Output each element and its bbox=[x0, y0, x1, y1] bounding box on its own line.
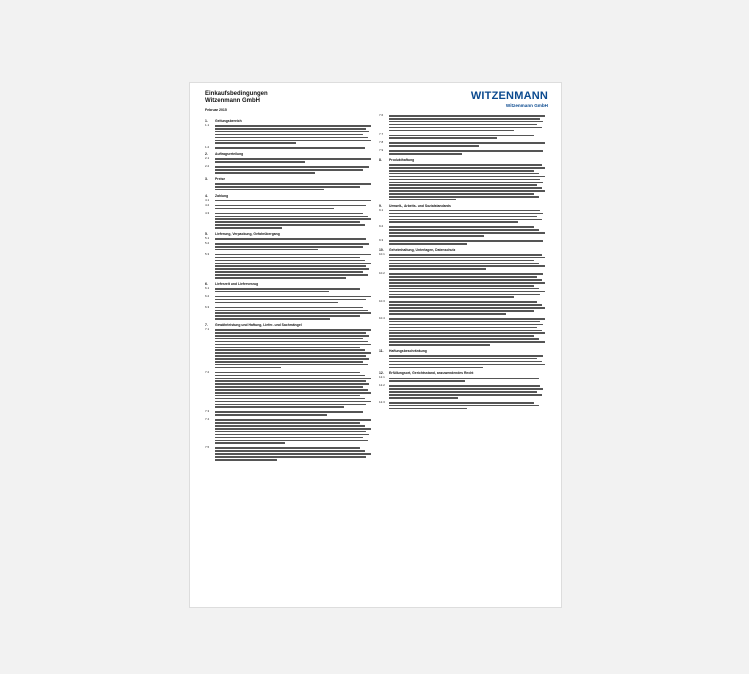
text-line bbox=[215, 414, 327, 416]
clause-number: 7.1 bbox=[205, 327, 210, 332]
section-number: 12. bbox=[379, 371, 384, 376]
text-line bbox=[215, 224, 365, 226]
text-line bbox=[389, 332, 545, 334]
logo-subtitle: Witzenmann GmbH bbox=[505, 103, 548, 108]
text-line bbox=[389, 294, 540, 296]
text-line bbox=[389, 190, 545, 192]
text-line bbox=[389, 193, 534, 195]
text-line bbox=[389, 338, 539, 340]
section-title: Produkthaftung bbox=[389, 158, 415, 163]
clause-paragraph bbox=[379, 239, 545, 246]
clause-paragraph bbox=[205, 124, 371, 145]
text-line bbox=[215, 434, 369, 436]
clause-number: 12.2 bbox=[379, 383, 385, 388]
text-line bbox=[215, 389, 368, 391]
text-line bbox=[389, 276, 537, 278]
text-line bbox=[215, 355, 366, 357]
text-line bbox=[215, 442, 285, 444]
text-line bbox=[389, 355, 543, 357]
text-line bbox=[215, 341, 368, 343]
text-line bbox=[389, 397, 458, 399]
clause-number: 10.1 bbox=[379, 251, 385, 256]
text-line bbox=[389, 385, 540, 387]
text-line bbox=[389, 279, 542, 281]
text-line bbox=[389, 402, 534, 404]
clause-number bbox=[205, 182, 215, 192]
text-line bbox=[215, 459, 277, 461]
text-line bbox=[215, 260, 365, 262]
text-line bbox=[389, 150, 543, 152]
clause-paragraph bbox=[379, 317, 545, 347]
text-line bbox=[389, 318, 545, 320]
text-line bbox=[389, 226, 534, 228]
text-line bbox=[215, 208, 334, 210]
text-line bbox=[215, 265, 366, 267]
text-line bbox=[215, 456, 366, 458]
text-line bbox=[389, 268, 486, 270]
document-title: Einkaufsbedingungen bbox=[205, 91, 268, 97]
text-line bbox=[215, 372, 360, 374]
document-date: Februar 2015 bbox=[205, 108, 227, 112]
clause-paragraph bbox=[205, 410, 371, 417]
clause-paragraph bbox=[379, 114, 545, 132]
text-line bbox=[389, 164, 542, 166]
text-line bbox=[215, 257, 360, 259]
text-line bbox=[389, 260, 534, 262]
section-number: 10. bbox=[379, 247, 384, 252]
text-line bbox=[215, 128, 366, 130]
clause-paragraph bbox=[205, 157, 371, 164]
text-line bbox=[215, 425, 365, 427]
text-line bbox=[389, 235, 484, 237]
text-line bbox=[215, 431, 366, 433]
clause-number: 4.2 bbox=[205, 202, 210, 207]
section-title: Preise bbox=[215, 176, 226, 181]
text-line bbox=[389, 301, 537, 303]
text-line bbox=[389, 229, 539, 231]
clause-paragraph bbox=[205, 199, 371, 203]
clause-paragraph bbox=[379, 163, 545, 202]
text-column-right bbox=[379, 113, 545, 411]
clause-paragraph bbox=[205, 253, 371, 280]
text-line bbox=[215, 383, 369, 385]
text-line bbox=[389, 243, 467, 245]
clause-number: 12.1 bbox=[379, 375, 385, 380]
text-line bbox=[215, 361, 363, 363]
clause-paragraph bbox=[379, 149, 545, 156]
section-number: 8. bbox=[379, 158, 382, 163]
text-line bbox=[215, 419, 371, 421]
text-line bbox=[215, 392, 371, 394]
text-line bbox=[389, 216, 537, 218]
text-line bbox=[215, 137, 368, 139]
text-line bbox=[389, 221, 518, 223]
company-logo bbox=[471, 91, 548, 108]
text-line bbox=[389, 313, 506, 315]
text-line bbox=[389, 330, 542, 332]
text-line bbox=[215, 243, 369, 245]
text-line bbox=[215, 404, 366, 406]
text-line bbox=[389, 124, 537, 126]
text-line bbox=[389, 307, 545, 309]
clause-paragraph bbox=[379, 141, 545, 148]
text-line bbox=[215, 238, 366, 240]
section-title: Lieferung, Verpackung, Gefahrübergang bbox=[215, 232, 280, 237]
text-line bbox=[389, 240, 543, 242]
text-line bbox=[215, 411, 363, 413]
text-line bbox=[389, 361, 542, 363]
text-line bbox=[215, 358, 369, 360]
text-line bbox=[215, 440, 368, 442]
text-line bbox=[215, 288, 360, 290]
section-number: 11. bbox=[379, 348, 384, 353]
text-line bbox=[389, 291, 545, 293]
text-line bbox=[389, 254, 542, 256]
text-line bbox=[389, 167, 545, 169]
text-line bbox=[215, 216, 368, 218]
text-line bbox=[389, 130, 514, 132]
text-line bbox=[389, 176, 545, 178]
text-line bbox=[215, 147, 365, 149]
section-number: 7. bbox=[205, 323, 208, 328]
text-line bbox=[389, 408, 467, 410]
clause-number: 7.8 bbox=[379, 140, 384, 145]
text-line bbox=[389, 263, 539, 265]
clause-paragraph bbox=[379, 272, 545, 299]
text-line bbox=[389, 364, 545, 366]
text-line bbox=[215, 172, 315, 174]
text-line bbox=[389, 285, 534, 287]
text-line bbox=[215, 166, 369, 168]
text-line bbox=[389, 179, 540, 181]
clause-number: 7.6 bbox=[379, 113, 384, 117]
text-line bbox=[389, 304, 542, 306]
text-line bbox=[215, 349, 365, 351]
clause-paragraph bbox=[379, 225, 545, 238]
text-line bbox=[389, 145, 479, 147]
text-line bbox=[389, 170, 534, 172]
text-line bbox=[215, 453, 371, 455]
text-line bbox=[389, 378, 539, 380]
text-line bbox=[389, 405, 539, 407]
section-number: 3. bbox=[205, 176, 208, 181]
text-line bbox=[215, 140, 371, 142]
clause-number: 4.1 bbox=[205, 197, 210, 202]
text-line bbox=[215, 398, 365, 400]
clause-number: 7.2 bbox=[205, 369, 210, 374]
text-line bbox=[389, 142, 545, 144]
section-number: 4. bbox=[205, 193, 208, 198]
text-line bbox=[215, 406, 344, 408]
section-title: Lieferzeit und Lieferverzug bbox=[215, 281, 259, 286]
text-line bbox=[215, 200, 371, 202]
section-heading bbox=[379, 349, 545, 353]
text-line bbox=[389, 341, 545, 343]
section-heading bbox=[205, 282, 371, 286]
logo-wordmark: WITZENMANN bbox=[470, 90, 548, 102]
text-line bbox=[389, 358, 537, 360]
text-line bbox=[215, 134, 363, 136]
text-line bbox=[215, 428, 371, 430]
text-line bbox=[215, 401, 371, 403]
text-line bbox=[389, 115, 545, 117]
clause-number: 6.2 bbox=[205, 293, 210, 298]
text-line bbox=[215, 422, 360, 424]
section-heading bbox=[205, 177, 371, 181]
text-line bbox=[215, 221, 360, 223]
text-line bbox=[215, 299, 366, 301]
text-line bbox=[215, 310, 368, 312]
section-title: Auftragserteilung bbox=[215, 152, 244, 157]
text-line bbox=[389, 118, 540, 120]
text-line bbox=[389, 184, 537, 186]
text-line bbox=[215, 375, 365, 377]
clause-number: 2.1 bbox=[205, 156, 210, 161]
text-line bbox=[215, 246, 363, 248]
text-line bbox=[215, 347, 360, 349]
clause-paragraph bbox=[205, 328, 371, 370]
text-line bbox=[389, 257, 545, 259]
clause-paragraph bbox=[205, 306, 371, 322]
text-line bbox=[215, 332, 366, 334]
text-line bbox=[215, 380, 366, 382]
clause-paragraph bbox=[205, 212, 371, 230]
text-line bbox=[215, 205, 366, 207]
section-title: Haftungsbeschränkung bbox=[389, 348, 427, 353]
clause-paragraph bbox=[379, 354, 545, 370]
text-line bbox=[215, 447, 360, 449]
text-line bbox=[389, 324, 543, 326]
text-line bbox=[215, 367, 281, 369]
section-title: Gewährleistung und Haftung, Liefer- und Sachmängel bbox=[215, 323, 302, 328]
clause-paragraph bbox=[205, 242, 371, 252]
clause-paragraph bbox=[205, 446, 371, 462]
text-line bbox=[389, 196, 539, 198]
text-line bbox=[389, 321, 540, 323]
clause-paragraph bbox=[205, 204, 371, 211]
clause-number: 10.3 bbox=[379, 299, 385, 304]
clause-number: 7.4 bbox=[205, 417, 210, 422]
text-line bbox=[215, 437, 363, 439]
text-line bbox=[215, 302, 338, 304]
text-line bbox=[389, 121, 543, 123]
text-line bbox=[215, 268, 369, 270]
text-line bbox=[215, 161, 305, 163]
text-line bbox=[389, 282, 545, 284]
clause-number: 5.3 bbox=[205, 251, 210, 256]
clause-number: 9.2 bbox=[379, 224, 384, 229]
clause-paragraph bbox=[379, 376, 545, 383]
text-line bbox=[215, 386, 363, 388]
section-heading bbox=[379, 204, 545, 208]
clause-paragraph bbox=[379, 384, 545, 400]
text-line bbox=[215, 227, 282, 229]
text-line bbox=[389, 137, 497, 139]
text-line bbox=[389, 388, 543, 390]
clause-paragraph bbox=[205, 371, 371, 410]
text-line bbox=[215, 186, 360, 188]
text-line bbox=[215, 338, 363, 340]
section-number: 9. bbox=[379, 203, 382, 208]
text-line bbox=[389, 273, 543, 275]
text-line bbox=[389, 187, 542, 189]
clause-number: 1.1 bbox=[205, 123, 210, 127]
text-line bbox=[389, 127, 542, 129]
text-line bbox=[215, 263, 371, 265]
text-line bbox=[389, 213, 543, 215]
text-line bbox=[215, 218, 371, 220]
section-heading bbox=[379, 371, 545, 375]
text-line bbox=[389, 153, 462, 155]
section-heading bbox=[205, 323, 371, 327]
text-line bbox=[215, 189, 324, 191]
clause-number: 7.9 bbox=[379, 148, 384, 153]
text-line bbox=[215, 125, 371, 127]
text-line bbox=[215, 395, 360, 397]
clause-number bbox=[379, 354, 389, 370]
clause-number: 12.3 bbox=[379, 399, 385, 404]
section-title: Geltungsbereich bbox=[215, 119, 242, 123]
text-line bbox=[389, 173, 539, 175]
text-line bbox=[215, 307, 363, 309]
section-title: Zahlung bbox=[215, 193, 229, 198]
clause-paragraph bbox=[205, 182, 371, 192]
clause-paragraph bbox=[205, 418, 371, 445]
text-line bbox=[389, 310, 534, 312]
clause-number: 4.3 bbox=[205, 210, 210, 215]
text-line bbox=[215, 249, 318, 251]
text-line bbox=[389, 210, 540, 212]
document-page bbox=[190, 83, 561, 607]
text-line bbox=[389, 327, 537, 329]
section-heading bbox=[205, 232, 371, 236]
text-line bbox=[215, 352, 371, 354]
text-line bbox=[215, 315, 360, 317]
clause-paragraph bbox=[379, 209, 545, 225]
text-line bbox=[215, 274, 368, 276]
text-line bbox=[389, 344, 490, 346]
text-line bbox=[389, 380, 465, 382]
section-heading bbox=[205, 119, 371, 123]
section-number: 2. bbox=[205, 152, 208, 157]
text-line bbox=[215, 213, 363, 215]
text-line bbox=[215, 335, 369, 337]
text-line bbox=[389, 219, 542, 221]
text-line bbox=[389, 394, 542, 396]
section-number: 5. bbox=[205, 232, 208, 237]
section-heading bbox=[205, 152, 371, 156]
section-heading bbox=[379, 248, 545, 252]
text-line bbox=[215, 291, 329, 293]
section-heading bbox=[379, 158, 545, 162]
clause-number: 6.3 bbox=[205, 304, 210, 309]
section-title: Erfüllungsort, Gerichtsstand, anzuwendendes Recht bbox=[389, 371, 474, 376]
text-line bbox=[389, 288, 539, 290]
clause-paragraph bbox=[205, 165, 371, 175]
clause-paragraph bbox=[379, 401, 545, 411]
clause-paragraph bbox=[379, 300, 545, 316]
text-line bbox=[215, 183, 371, 185]
text-line bbox=[389, 232, 545, 234]
clause-number: 2.2 bbox=[205, 164, 210, 169]
clause-number: 7.3 bbox=[205, 409, 210, 414]
text-line bbox=[215, 329, 371, 331]
text-line bbox=[215, 254, 371, 256]
text-line bbox=[389, 135, 534, 137]
clause-number bbox=[379, 163, 389, 202]
text-line bbox=[215, 364, 368, 366]
text-line bbox=[215, 450, 365, 452]
clause-number: 7.7 bbox=[379, 132, 384, 137]
text-line bbox=[389, 296, 514, 298]
text-line bbox=[389, 265, 545, 267]
clause-number: 6.1 bbox=[205, 285, 210, 290]
text-line bbox=[215, 277, 346, 279]
text-line bbox=[389, 335, 534, 337]
clause-number: 9.1 bbox=[379, 207, 384, 212]
clause-number: 1.2 bbox=[205, 145, 210, 150]
clause-paragraph bbox=[379, 133, 545, 140]
clause-paragraph bbox=[205, 295, 371, 305]
text-line bbox=[215, 142, 296, 144]
text-line bbox=[215, 169, 363, 171]
section-number: 6. bbox=[205, 281, 208, 286]
document-company: Witzenmann GmbH bbox=[205, 98, 260, 104]
clause-number: 7.5 bbox=[205, 445, 210, 450]
text-line bbox=[389, 182, 543, 184]
clause-paragraph bbox=[205, 237, 371, 241]
text-line bbox=[215, 344, 371, 346]
section-title: Geheimhaltung, Unterlagen, Datenschutz bbox=[389, 247, 456, 252]
text-line bbox=[215, 318, 330, 320]
clause-number: 5.2 bbox=[205, 241, 210, 245]
section-title: Umwelt-, Arbeits- und Sozialstandards bbox=[389, 203, 451, 208]
text-line bbox=[215, 271, 363, 273]
clause-number: 9.3 bbox=[379, 237, 384, 242]
clause-paragraph bbox=[205, 287, 371, 294]
text-line bbox=[215, 312, 371, 314]
text-line bbox=[389, 367, 483, 369]
text-line bbox=[215, 378, 371, 380]
section-number: 1. bbox=[205, 119, 208, 123]
text-line bbox=[389, 391, 537, 393]
text-line bbox=[215, 131, 369, 133]
text-line bbox=[389, 199, 456, 201]
section-heading bbox=[205, 194, 371, 198]
text-line bbox=[215, 158, 371, 160]
text-column-left bbox=[205, 117, 371, 462]
clause-number: 5.1 bbox=[205, 236, 210, 241]
text-line bbox=[215, 296, 371, 298]
clause-paragraph bbox=[205, 146, 371, 150]
clause-paragraph bbox=[379, 253, 545, 271]
clause-number: 10.4 bbox=[379, 315, 385, 320]
clause-number: 10.2 bbox=[379, 271, 385, 276]
